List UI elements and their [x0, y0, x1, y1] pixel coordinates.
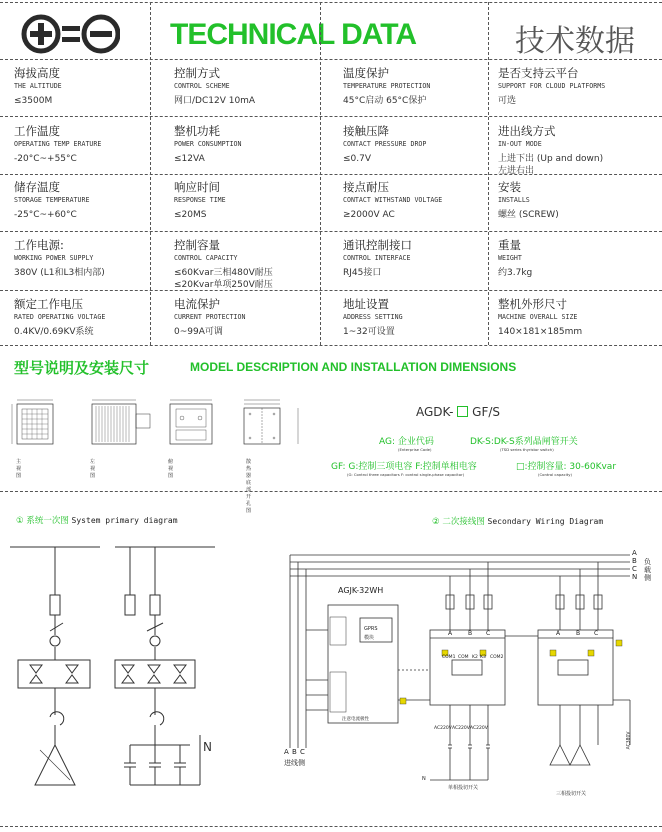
divider — [488, 2, 489, 345]
secondary-number: ② — [432, 517, 440, 527]
primary-title-en: System primary diagram — [71, 516, 178, 525]
spec-label-cn: 接点耐压 — [343, 180, 389, 194]
spec-cell — [498, 180, 658, 221]
spec-cell — [14, 180, 174, 221]
spec-label-en: WEIGHT — [498, 254, 522, 262]
spec-label-cn: 整机外形尺寸 — [498, 297, 567, 311]
spec-label-cn: 工作温度 — [14, 124, 60, 138]
plus-equals-minus-logo-icon — [20, 13, 120, 55]
spec-cell — [498, 124, 658, 177]
incoming-c-label: C — [300, 748, 305, 756]
spec-label-cn: 重量 — [498, 238, 521, 252]
spec-cell — [174, 238, 334, 291]
spec-label-en: IN-OUT MODE — [498, 140, 542, 148]
primary-diagram-title — [16, 514, 178, 526]
secondary-diagram-title — [432, 515, 603, 527]
spec-value: 140×181×185mm — [498, 327, 583, 337]
spec-label-en: CONTACT WITHSTAND VOLTAGE — [343, 196, 443, 204]
load-side-label-1: 负 — [644, 558, 651, 566]
spec-label-en: CONTROL SCHEME — [174, 82, 230, 90]
spec-value: 可选 — [498, 96, 517, 106]
ac-label-3: AC220V — [470, 726, 488, 731]
spec-value: 上进下出 (Up and down) — [498, 154, 604, 164]
gf-line: GF: G:控制三项电容 F:控制单相电容 — [331, 462, 477, 472]
spec-value: 约3.7kg — [498, 268, 533, 278]
ag-sub: (Enterprise Code) — [398, 447, 432, 452]
spec-cell — [174, 124, 334, 165]
spec-label-cn: 控制容量 — [174, 238, 220, 252]
phase-c-label: C — [632, 565, 637, 573]
spec-cell — [498, 238, 658, 279]
spec-label-cn: 温度保护 — [343, 66, 389, 80]
ct-polarity-label: 注意电流极性 — [342, 717, 369, 722]
divider — [0, 345, 662, 346]
view-label: 左视图 — [90, 459, 96, 479]
dks-sub: (TSD series thyristor switch) — [500, 447, 554, 452]
divider — [0, 826, 662, 827]
divider — [0, 116, 662, 117]
phase-a-label: A — [632, 549, 637, 557]
spec-cell — [343, 124, 503, 165]
spec-value: 1~32可设置 — [343, 327, 395, 337]
spec-label-cn: 海拔高度 — [14, 66, 60, 80]
load-side-label-2: 载 — [644, 566, 651, 574]
secondary-title-en: Secondary Wiring Diagram — [487, 517, 604, 526]
spec-label-en: THE ALTITUDE — [14, 82, 62, 90]
switch1-phase-b: B — [468, 630, 473, 637]
spec-label-cn: 通讯控制接口 — [343, 238, 412, 252]
spec-value: ≥2000V AC — [343, 210, 395, 220]
spec-cell — [14, 238, 174, 279]
spec-value: -20°C~+55°C — [14, 154, 77, 164]
spec-label-cn: 进出线方式 — [498, 124, 556, 138]
spec-label-en: INSTALLS — [498, 196, 530, 204]
incoming-side-label: 进线侧 — [284, 759, 305, 767]
spec-label-en: RATED OPERATING VOLTAGE — [14, 313, 106, 321]
spec-cell — [174, 297, 334, 338]
spec-cell — [343, 66, 503, 107]
spec-label-en: SUPPORT FOR CLOUD PLATFORMS — [498, 82, 606, 90]
switch2-phase-b: B — [576, 630, 581, 637]
divider — [0, 2, 662, 3]
primary-title-cn: 系统一次图 — [26, 516, 69, 526]
spec-label-en: CONTROL INTERFACE — [343, 254, 411, 262]
spec-cell — [174, 180, 334, 221]
installation-drawings — [4, 396, 314, 458]
load-side-label-3: 侧 — [644, 574, 651, 582]
spec-cell — [343, 180, 503, 221]
dks-line: DK-S:DK-S系列晶闸管开关 — [470, 437, 578, 447]
secondary-diagram — [270, 550, 662, 810]
spec-value: ≤20MS — [174, 210, 207, 220]
single-phase-switch-label: 单相投切开关 — [448, 785, 479, 791]
spec-value: 网口/DC12V 10mA — [174, 96, 256, 106]
spec-value: ≤3500M — [14, 96, 53, 106]
divider — [0, 231, 662, 232]
model-code-suffix: GF/S — [472, 405, 501, 419]
spec-label-cn: 控制方式 — [174, 66, 220, 80]
spec-value: RJ45接口 — [343, 268, 382, 278]
spec-label-en: TEMPERATURE PROTECTION — [343, 82, 431, 90]
spec-cell — [174, 66, 334, 107]
com1-label: COM1 — [442, 655, 456, 660]
switch2-phase-c: C — [594, 630, 599, 637]
section-title-cn: 型号说明及安装尺寸 — [14, 359, 150, 377]
spec-label-en: CONTACT PRESSURE DROP — [343, 140, 427, 148]
spec-value: 0.4KV/0.69KV系统 — [14, 327, 94, 337]
spec-cell — [343, 238, 503, 279]
secondary-title-cn: 二次接线图 — [442, 517, 485, 527]
incoming-b-label: B — [292, 748, 297, 756]
ac-label-1: AC220V — [434, 726, 452, 731]
spec-cell — [14, 66, 174, 107]
spec-label-en: MACHINE OVERALL SIZE — [498, 313, 578, 321]
three-phase-switch-label: 三相投切开关 — [556, 791, 587, 797]
spec-value: ≤0.7V — [343, 154, 372, 164]
spec-label-en: RESPONSE TIME — [174, 196, 226, 204]
spec-value: 0~99A可调 — [174, 327, 223, 337]
spec-cell — [14, 124, 174, 165]
primary-number: ① — [16, 516, 24, 526]
divider — [320, 2, 321, 345]
neutral-label: N — [203, 740, 212, 754]
spec-value: 380V (L1和L3相内部) — [14, 268, 105, 278]
k3-label: K3 — [480, 655, 486, 660]
incoming-a-label: A — [284, 748, 289, 756]
spec-label-en: POWER CONSUMPTION — [174, 140, 242, 148]
spec-label-en: CONTROL CAPACITY — [174, 254, 238, 262]
com2-label: COM2 — [490, 655, 504, 660]
section-title-en: MODEL DESCRIPTION AND INSTALLATION DIMENSIONS — [190, 360, 517, 374]
ac-label-2: AC220V — [452, 726, 470, 731]
view-label: 散热器底部开孔图 — [246, 459, 252, 514]
controller-label: AGJK-32WH — [338, 586, 384, 595]
ag-line: AG: 企业代码 — [379, 437, 434, 447]
spec-label-en: CURRENT PROTECTION — [174, 313, 246, 321]
spec-label-cn: 电流保护 — [174, 297, 220, 311]
spec-label-cn: 响应时间 — [174, 180, 220, 194]
spec-cell — [14, 297, 174, 338]
divider — [0, 491, 662, 492]
spec-cell — [498, 66, 658, 107]
spec-value: ≤60Kvar三相480V耐压 — [174, 268, 273, 278]
capacity-sub: (Control capacity) — [538, 472, 572, 477]
gprs-sub-label: 模块 — [364, 635, 375, 641]
switch-neutral-label: N — [422, 776, 426, 782]
spec-value-2: 左进右出 — [498, 166, 535, 176]
spec-value: 螺丝 (SCREW) — [498, 210, 559, 220]
spec-label-cn: 是否支持云平台 — [498, 66, 579, 80]
view-label: 主视图 — [16, 459, 22, 479]
view-label: 俯视图 — [168, 459, 174, 479]
model-code-box — [457, 406, 468, 417]
switch2-phase-a: A — [556, 630, 561, 637]
model-code — [416, 405, 500, 419]
spec-value-2: ≤20Kvar单项250V耐压 — [174, 280, 273, 290]
spec-label-cn: 额定工作电压 — [14, 297, 83, 311]
phase-n-label: N — [632, 573, 638, 581]
spec-label-cn: 整机功耗 — [174, 124, 220, 138]
capacity-line: □:控制容量: 30-60Kvar — [516, 462, 617, 472]
spec-cell — [343, 297, 503, 338]
spec-value: ≤12VA — [174, 154, 205, 164]
spec-label-cn: 地址设置 — [343, 297, 389, 311]
divider — [0, 59, 662, 60]
gprs-label: GPRS — [364, 626, 378, 632]
phase-b-label: B — [632, 557, 637, 565]
spec-label-en: WORKING POWER SUPPLY — [14, 254, 94, 262]
switch1-phase-c: C — [486, 630, 491, 637]
page-title: TECHNICAL DATA — [170, 18, 416, 51]
primary-diagram — [0, 535, 240, 825]
spec-label-cn: 工作电源: — [14, 238, 64, 252]
spec-label-cn: 储存温度 — [14, 180, 60, 194]
gf-sub: (G: Control three capacitors F: control single-phase capacitor) — [347, 472, 465, 477]
spec-label-en: STORAGE TEMPERATURE — [14, 196, 90, 204]
ac380-label: AC380V — [626, 731, 632, 750]
spec-label-cn: 接触压降 — [343, 124, 389, 138]
spec-value: 45°C启动 65°C保护 — [343, 96, 427, 106]
model-code-prefix: AGDK- — [416, 405, 454, 419]
switch1-phase-a: A — [448, 630, 453, 637]
spec-label-en: OPERATING TEMP ERATURE — [14, 140, 102, 148]
spec-label-en: ADDRESS SETTING — [343, 313, 403, 321]
spec-label-cn: 安装 — [498, 180, 521, 194]
spec-value: -25°C~+60°C — [14, 210, 77, 220]
com-label: COM — [458, 655, 469, 660]
k2-label: K2 — [472, 655, 478, 660]
divider — [150, 2, 151, 345]
page-title-cn: 技术数据 — [515, 24, 635, 59]
spec-cell — [498, 297, 658, 338]
